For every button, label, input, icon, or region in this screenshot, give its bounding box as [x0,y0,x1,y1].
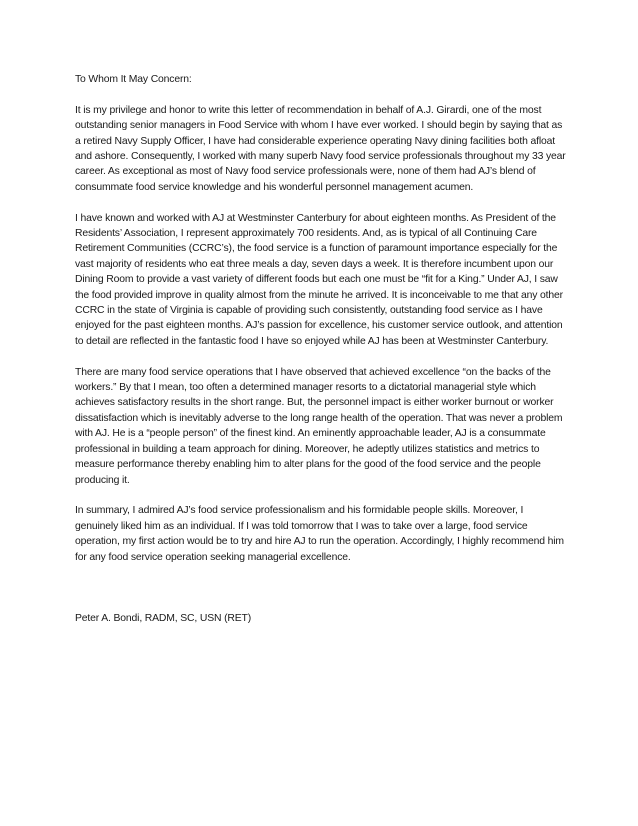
paragraph-westminster-canterbury: I have known and worked with AJ at Westminster Canterbury for about eighteen months. As President of the Residents’ Association, I represent approximately 700 residents. And, as is typical of all Continuing Care Retirement Communities (CCRC’s), the food service is a function of paramount importance especially for the vast majority of residents who eat three meals a day, seven days a week. It is therefore incumbent upon our Dining Room to provide a vast variety of different foods but each one must be “fit for a King.” Under AJ, I saw the food provided improve in quality almost from the minute he arrived. It is inconceivable to me that any other CCRC in the state of Virginia is capable of providing such consistently, outstanding food service as I have enjoyed for the past eighteen months. AJ’s passion for excellence, his customer service outlook, and attention to detail are reflected in the fantastic food I have so enjoyed while AJ has been at Westminster Canterbury. [75,212,563,347]
recommendation-letter [75,72,568,642]
paragraph-introduction: It is my privilege and honor to write this letter of recommendation in behalf of A.J. Girardi, one of the most outstanding senior managers in Food Service with whom I have ever worked. I should begin by saying that as a retired Navy Supply Officer, I have had considerable experience operating Navy dining facilities both afloat and ashore. Consequently, I worked with many superb Navy food service professionals throughout my 33 year career. As exceptional as most of Navy food service professionals were, none of them had AJ’s blend of consummate food service knowledge and his wonderful personnel management acumen. [75,104,566,193]
salutation: To Whom It May Concern: [75,74,192,85]
paragraph-management-style: There are many food service operations that I have observed that achieved excellence “on the backs of the workers.” By that I mean, too often a determined manager resorts to a dictatorial managerial style which achieves satisfactory results in the short range. But, the personnel impact is either worker burnout or worker dissatisfaction which is inevitably adverse to the long range health of the operation. That was never a problem with AJ. He is a “people person” of the finest kind. An eminently approachable leader, AJ is a consummate professional in building a team approach for dining. Moreover, he adeptly utilizes statistics and metrics to measure performance thereby enabling him to alter plans for the good of the food service and the people producing it. [75,366,563,486]
signature-line: Peter A. Bondi, RADM, SC, USN (RET) [75,612,252,624]
paragraph-summary: In summary, I admired AJ’s food service professionalism and his formidable people skills. Moreover, I genuinely liked him as an individual. If I was told tomorrow that I was to take over a large, food service operation, my first action would be to try and hire AJ to run the operation. Accordingly, I highly recommend him for any food service operation seeking managerial excellence. [75,505,564,563]
